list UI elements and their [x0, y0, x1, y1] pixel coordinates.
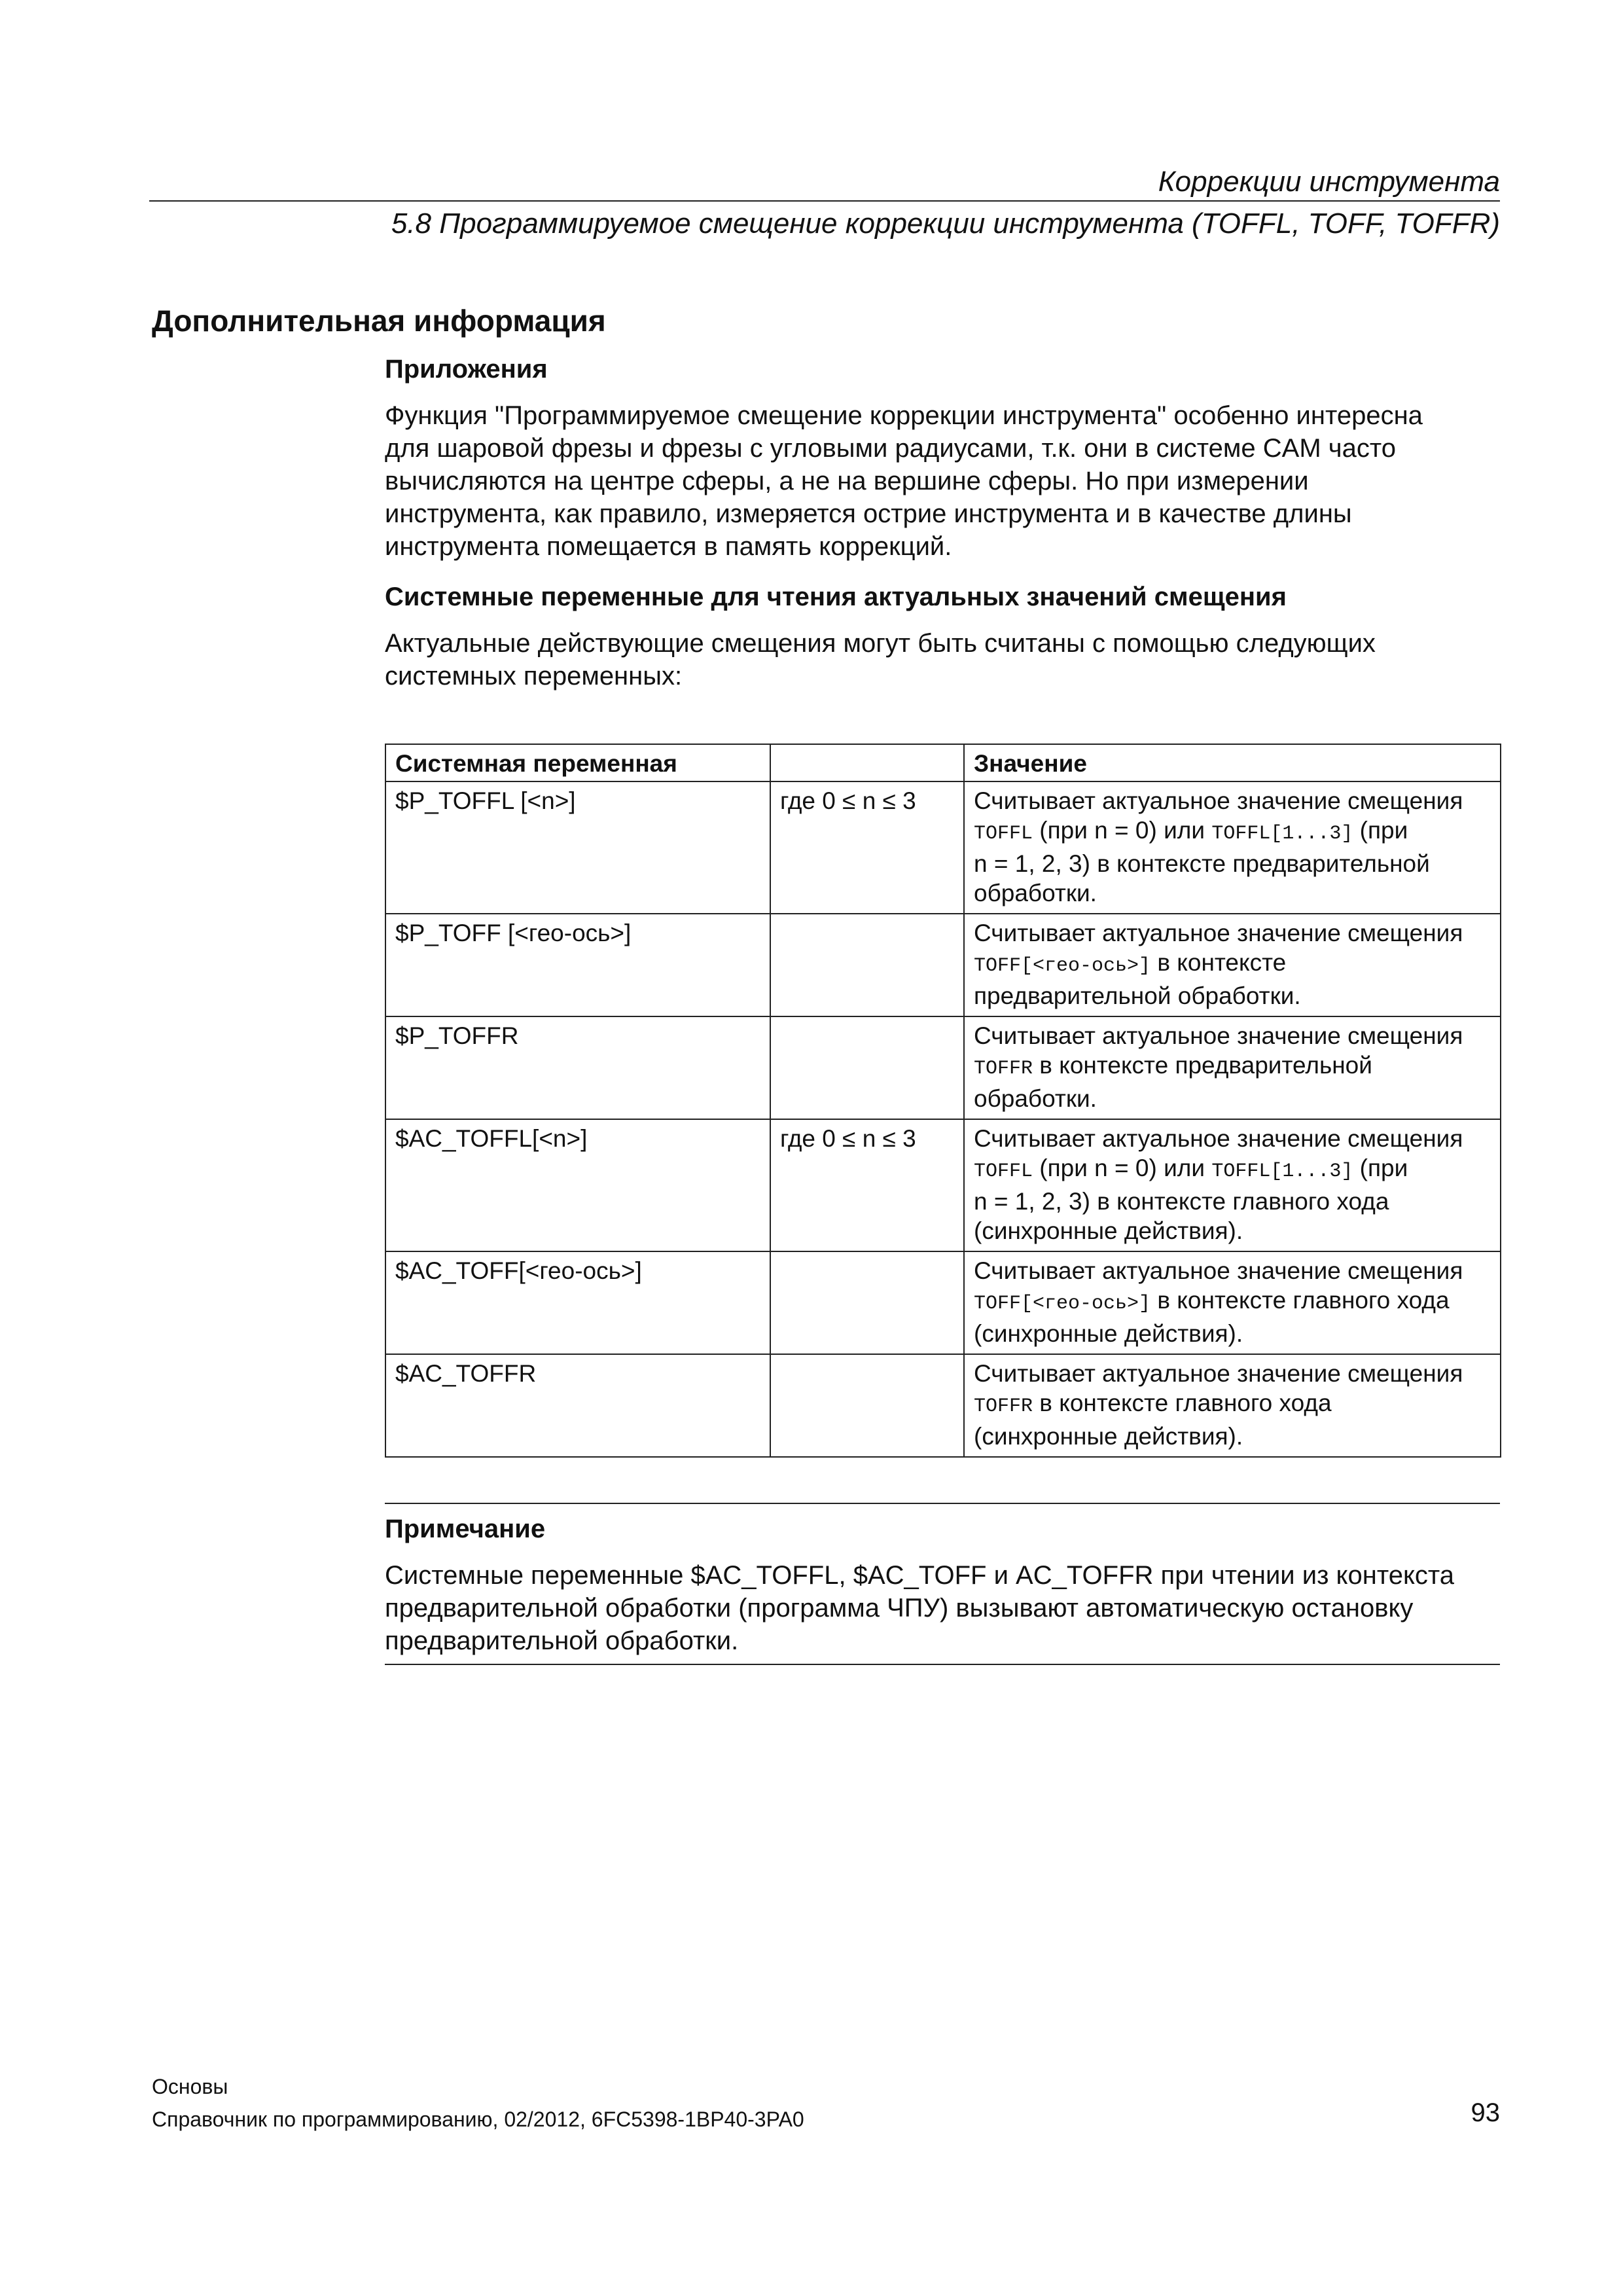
note-title: Примечание: [385, 1515, 546, 1543]
footer-reference: Справочник по программированию, 02/2012, 6FC5398-1BP40-3PA0: [152, 2108, 804, 2131]
meaning-text: в контексте предварительной: [1033, 1052, 1372, 1079]
meaning-code: TOFFL: [974, 823, 1033, 845]
cell-variable: $P_TOFFL [<n>]: [385, 781, 770, 914]
meaning-text: обработки.: [974, 880, 1097, 906]
meaning-code: TOFFR: [974, 1058, 1033, 1080]
meaning-text: предварительной обработки.: [974, 982, 1301, 1009]
meaning-text: Считывает актуальное значение смещения: [974, 787, 1463, 814]
meaning-text: в контексте главного хода: [1033, 1390, 1332, 1416]
cell-variable: $AC_TOFFL[<n>]: [385, 1119, 770, 1251]
note-line: предварительной обработки (программа ЧПУ) вызывают автоматическую остановку: [385, 1594, 1414, 1623]
applications-line: инструмента, как правило, измеряется острие инструмента и в качестве длины: [385, 499, 1352, 528]
page-heading: Дополнительная информация: [152, 304, 606, 338]
meaning-text: в контексте: [1150, 949, 1287, 976]
page-number: 93: [1471, 2098, 1500, 2127]
cell-meaning: [964, 914, 1501, 1016]
meaning-code: TOFF[<гео-ось>]: [974, 955, 1151, 977]
table-row: [385, 781, 1501, 914]
col-header-condition: [770, 744, 964, 781]
meaning-text: Считывает актуальное значение смещения: [974, 1257, 1463, 1284]
applications-line: вычисляются на центре сферы, а не на вершине сферы. Но при измерении: [385, 467, 1309, 495]
table-row: [385, 1016, 1501, 1119]
cell-condition: где 0 ≤ n ≤ 3: [770, 781, 964, 914]
cell-variable: $AC_TOFFR: [385, 1354, 770, 1457]
applications-line: инструмента помещается в память коррекций.: [385, 532, 952, 561]
sysvars-line: Актуальные действующие смещения могут быть считаны с помощью следующих: [385, 629, 1376, 658]
meaning-text: Считывает актуальное значение смещения: [974, 1125, 1463, 1152]
meaning-code: TOFFL: [974, 1160, 1033, 1183]
cell-meaning: [964, 1119, 1501, 1251]
cell-variable: $P_TOFFR: [385, 1016, 770, 1119]
col-header-variable: Системная переменная: [385, 744, 770, 781]
meaning-text: (синхронные действия).: [974, 1423, 1243, 1450]
meaning-text: Считывает актуальное значение смещения: [974, 1360, 1463, 1387]
sysvars-text: [385, 627, 1376, 692]
applications-line: Функция "Программируемое смещение коррекции инструмента" особенно интересна: [385, 401, 1423, 430]
header-section: 5.8 Программируемое смещение коррекции инструмента (TOFFL, TOFF, TOFFR): [391, 207, 1500, 240]
meaning-code: TOFFL[1...3]: [1211, 1160, 1353, 1183]
cell-meaning: [964, 1251, 1501, 1354]
cell-condition: [770, 1016, 964, 1119]
cell-meaning: [964, 1016, 1501, 1119]
cell-meaning: [964, 781, 1501, 914]
header-rule: [149, 200, 1500, 202]
meaning-text: (синхронные действия).: [974, 1320, 1243, 1347]
note-line: предварительной обработки.: [385, 1626, 739, 1655]
sysvars-line: системных переменных:: [385, 662, 683, 691]
meaning-text: (при: [1353, 817, 1408, 844]
note-top-rule: [385, 1503, 1500, 1504]
header-chapter: Коррекции инструмента: [1158, 166, 1500, 198]
applications-line: для шаровой фрезы и фрезы с угловыми радиусами, т.к. они в системе CAM часто: [385, 434, 1396, 463]
meaning-text: обработки.: [974, 1085, 1097, 1112]
footer-doc-title: Основы: [152, 2075, 228, 2098]
meaning-text: (синхронные действия).: [974, 1217, 1243, 1244]
cell-variable: $P_TOFF [<гео-ось>]: [385, 914, 770, 1016]
cell-condition: [770, 914, 964, 1016]
note-line: Системные переменные $AC_TOFFL, $AC_TOFF и AC_TOFFR при чтении из контекста: [385, 1561, 1455, 1590]
col-header-meaning: Значение: [964, 744, 1501, 781]
table-row: [385, 1251, 1501, 1354]
cell-condition: [770, 1251, 964, 1354]
meaning-text: (при: [1353, 1155, 1408, 1181]
applications-title: Приложения: [385, 355, 548, 384]
table-row: [385, 1119, 1501, 1251]
applications-text: [385, 399, 1423, 563]
meaning-text: n = 1, 2, 3) в контексте главного хода: [974, 1188, 1389, 1215]
table-header-row: [385, 744, 1501, 781]
meaning-text: n = 1, 2, 3) в контексте предварительной: [974, 850, 1430, 877]
meaning-text: (при n = 0) или: [1033, 1155, 1212, 1181]
meaning-code: TOFFR: [974, 1395, 1033, 1418]
meaning-text: Считывает актуальное значение смещения: [974, 1022, 1463, 1049]
meaning-code: TOFFL[1...3]: [1211, 823, 1353, 845]
sysvars-title: Системные переменные для чтения актуальных значений смещения: [385, 583, 1287, 611]
cell-condition: [770, 1354, 964, 1457]
note-text: [385, 1559, 1454, 1657]
meaning-text: Считывает актуальное значение смещения: [974, 920, 1463, 946]
cell-variable: $AC_TOFF[<гео-ось>]: [385, 1251, 770, 1354]
table-row: [385, 914, 1501, 1016]
note-bottom-rule: [385, 1664, 1500, 1665]
sysvars-table: [385, 744, 1501, 1458]
cell-condition: где 0 ≤ n ≤ 3: [770, 1119, 964, 1251]
meaning-text: (при n = 0) или: [1033, 817, 1212, 844]
table-row: [385, 1354, 1501, 1457]
meaning-text: в контексте главного хода: [1150, 1287, 1450, 1314]
cell-meaning: [964, 1354, 1501, 1457]
meaning-code: TOFF[<гео-ось>]: [974, 1293, 1151, 1315]
